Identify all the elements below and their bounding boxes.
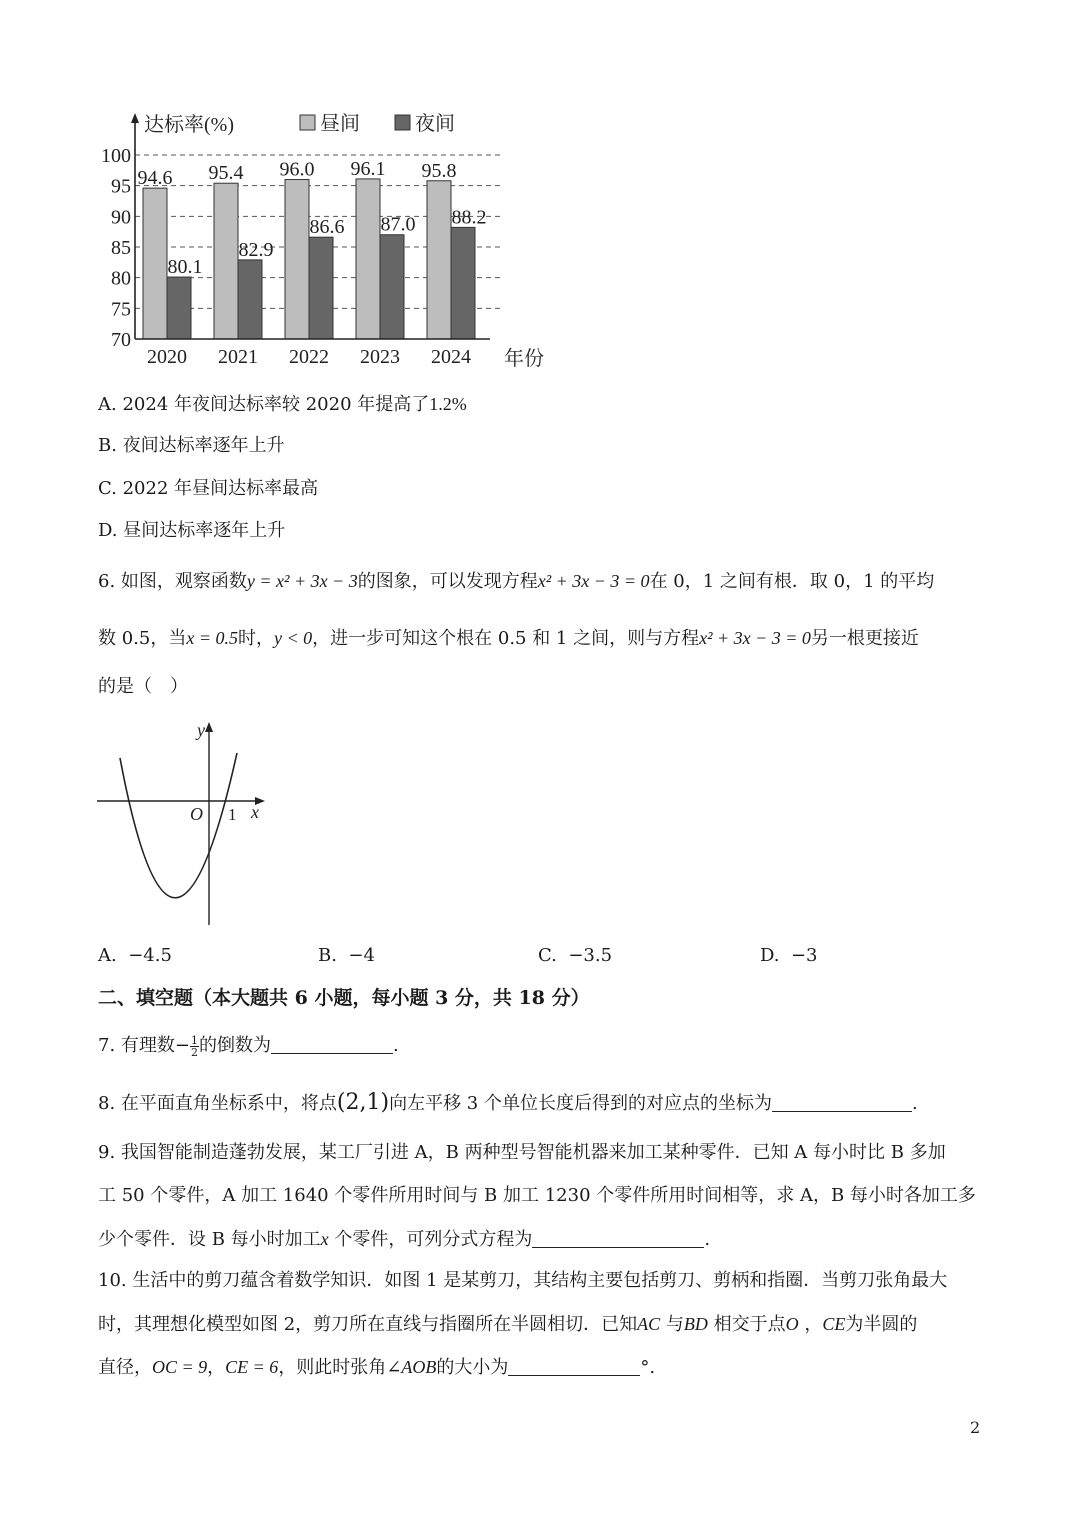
legend-label-day: 昼间 (320, 113, 360, 135)
bar-chart (90, 105, 560, 377)
bar-day-2020 (143, 188, 167, 339)
data-label-day-2024: 95.8 (421, 159, 457, 182)
graph-origin-label: O (190, 804, 203, 824)
q6-option-c: C. −3.5 (538, 945, 613, 966)
data-label-day-2022: 96.0 (279, 158, 315, 181)
data-label-night-2023: 87.0 (380, 213, 416, 236)
graph-x-label: x (251, 802, 259, 822)
q10-line-1: 10. 生活中的剪刀蕴含着数学知识．如图 1 是某剪刀，其结构主要包括剪刀、剪柄和指圈．当剪刀张角最大 (98, 1270, 948, 1291)
q5-option-d: D. 昼间达标率逐年上升 (98, 520, 286, 541)
bar-night-2023 (380, 235, 404, 339)
page-number: 2 (970, 1418, 981, 1437)
answer-blank-7[interactable] (271, 1035, 393, 1054)
legend-label-night: 夜间 (415, 113, 455, 135)
y-tick-label: 95 (111, 175, 131, 198)
q6-option-a: A. −4.5 (98, 945, 172, 966)
data-label-night-2020: 80.1 (167, 256, 203, 279)
q6-line-2: 数 0.5，当x = 0.5时，y < 0，进一步可知这个根在 0.5 和 1 之间，则与方程x² + 3x − 3 = 0另一根更接近 (98, 628, 919, 649)
graph-one-label: 1 (228, 805, 237, 824)
answer-blank-9[interactable] (532, 1229, 704, 1248)
x-axis-title: 年份 (504, 348, 544, 370)
bar-night-2020 (167, 277, 191, 339)
q10-line-3: 直径，OC = 9，CE = 6，则此时张角∠AOB的大小为 °. (98, 1357, 656, 1378)
bar-day-2022 (285, 180, 309, 339)
y-tick-label: 90 (111, 206, 131, 229)
q8: 8. 在平面直角坐标系中，将点(2,1)向左平移 3 个单位长度后得到的对应点的坐标为 . (98, 1090, 918, 1115)
q6-option-b: B. −4 (318, 945, 375, 966)
data-label-day-2021: 95.4 (208, 162, 244, 185)
y-tick-label: 100 (101, 145, 131, 167)
legend-swatch-day (300, 115, 315, 130)
fraction: $\frac{1}{2}$ (191, 1033, 199, 1059)
data-label-night-2024: 88.2 (451, 206, 487, 229)
y-axis-arrow (131, 113, 139, 123)
y-tick-label: 80 (111, 267, 131, 290)
bar-day-2023 (356, 179, 380, 339)
q9-line-2: 工 50 个零件，A 加工 1640 个零件所用时间与 B 加工 1230 个零件所用时间相等，求 A，B 每小时各加工多 (98, 1185, 976, 1206)
y-axis-title: 达标率(%) (144, 114, 234, 136)
data-label-day-2020: 94.6 (137, 167, 173, 190)
q5-option-c: C. 2022 年昼间达标率最高 (98, 478, 319, 499)
x-tick-label-2020: 2020 (147, 346, 187, 368)
y-tick-label: 75 (111, 298, 131, 321)
y-tick-label: 85 (111, 237, 131, 259)
parabola-curve (120, 753, 237, 898)
x-tick-label-2023: 2023 (360, 346, 400, 368)
bar-night-2021 (238, 260, 262, 339)
x-tick-label-2022: 2022 (289, 346, 329, 368)
q6-option-d: D. −3 (760, 945, 818, 966)
data-label-day-2023: 96.1 (350, 157, 386, 180)
q6-line-3: 的是（ ） (98, 676, 188, 697)
parabola-graph (95, 720, 275, 930)
graph-y-arrow (205, 722, 213, 732)
bar-day-2021 (214, 183, 238, 339)
q7: 7. 有理数− $\frac{1}{2}$ 的倒数为 . (98, 1033, 399, 1059)
answer-blank-8[interactable] (772, 1093, 912, 1112)
x-tick-label-2021: 2021 (218, 346, 258, 368)
q5-option-b: B. 夜间达标率逐年上升 (98, 435, 285, 456)
q5-option-a: A. 2024 年夜间达标率较 2020 年提高了1.2% (98, 394, 467, 415)
data-label-night-2022: 86.6 (309, 216, 345, 239)
q9-line-3: 少个零件．设 B 每小时加工x 个零件，可列分式方程为 . (98, 1229, 711, 1250)
bar-night-2022 (309, 237, 333, 339)
y-tick-label: 70 (111, 329, 131, 351)
bar-night-2024 (451, 227, 475, 339)
section-heading: 二、填空题（本大题共 6 小题，每小题 3 分，共 18 分） (98, 987, 590, 1009)
q10-line-2: 时，其理想化模型如图 2，剪刀所在直线与指圈所在半圆相切．已知AC 与BD 相交于点O ，CE为半圆的 (98, 1314, 918, 1335)
answer-blank-10[interactable] (508, 1357, 640, 1376)
legend-swatch-night (395, 115, 410, 130)
bar-day-2024 (427, 181, 451, 339)
data-label-night-2021: 82.9 (238, 238, 274, 261)
graph-y-label: y (197, 720, 205, 740)
x-tick-label-2024: 2024 (431, 346, 471, 368)
q9-line-1: 9. 我国智能制造蓬勃发展，某工厂引进 A，B 两种型号智能机器来加工某种零件．已知 A 每小时比 B 多加 (98, 1142, 946, 1163)
q6-line-1: 6. 如图，观察函数y = x² + 3x − 3的图象，可以发现方程x² + 3x − 3 = 0在 0，1 之间有根．取 0，1 的平均 (98, 571, 935, 592)
